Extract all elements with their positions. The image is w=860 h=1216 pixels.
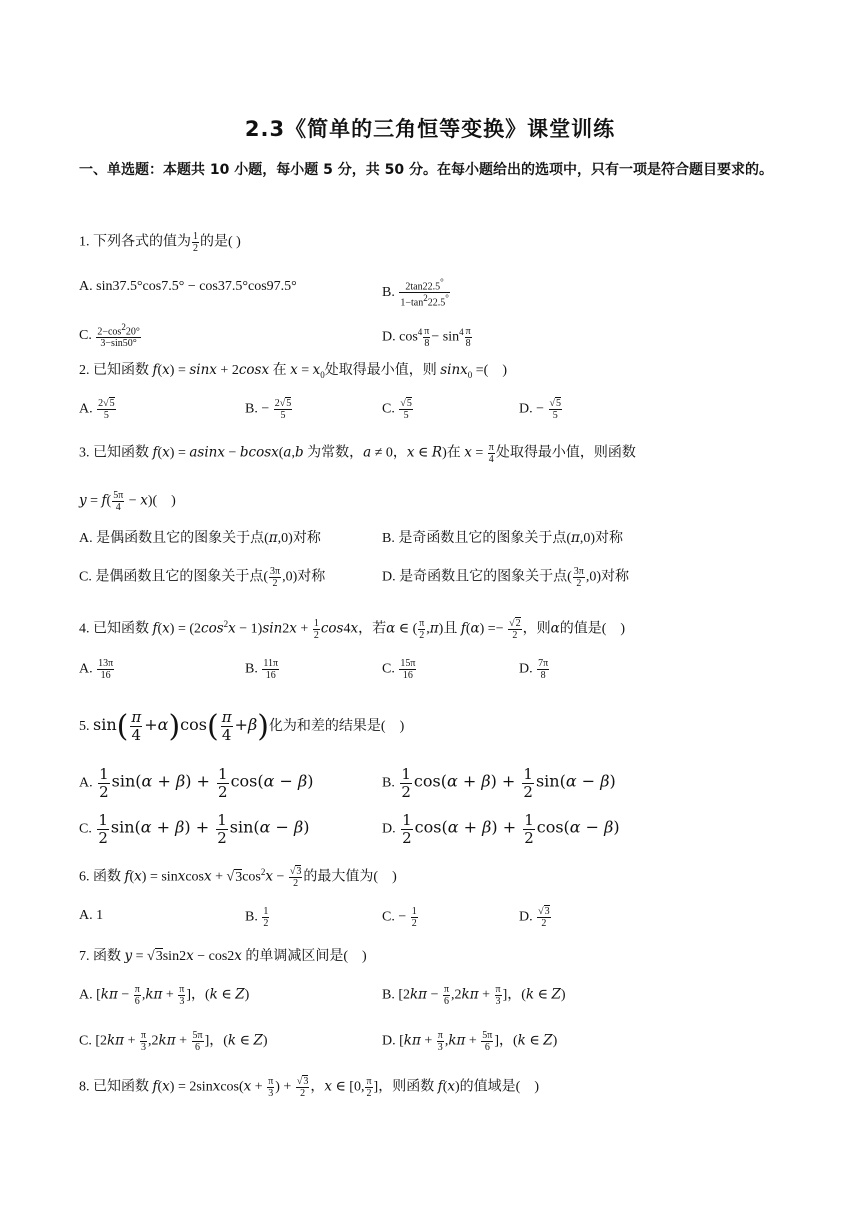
q3-option-d: D. 是奇函数且它的图象关于点( $\frac{3\pi}{2}$ ,0)对称 — [382, 566, 630, 589]
q6-option-c: C. − $\frac{1}{2}$ — [382, 906, 417, 929]
question-5: 5. sin( $\frac{\pi}{4}$ +α)cos( $\frac{\pi}{4}$ +β)化为和差的结果是( ) — [79, 708, 405, 745]
question-7: 7. 函数 y = √3sin2x − cos2x 的单调减区间是( ) — [79, 948, 367, 964]
q1-option-d: D. $\cos^4$ $\frac{\pi}{8}$ − $\sin^4$ $\frac{\pi}{8}$ — [382, 325, 471, 349]
question-3-cont: y = f( $\frac{5\pi}{4}$ − x)( ) — [79, 490, 176, 513]
q1-option-b: B. $\frac{2\tan 22.5^\circ}{1-\tan^222.5^\circ}$ — [382, 277, 449, 309]
q4-option-a: A. $\frac{13\pi}{16}$ — [79, 658, 114, 681]
q7-option-b: B. [2kπ − $\frac{\pi}{6}$ ,2kπ + $\frac{\pi}{3}$ ]，(k ∈ Z) — [382, 984, 566, 1007]
q1-option-c: C. $\frac{2-\cos^220^\circ}{3-\sin 50^\circ}$ — [79, 322, 140, 350]
q1-option-a: A. sin37.5°cos7.5° − cos37.5°cos97.5° — [79, 279, 297, 294]
page-title: 2.3《简单的三角恒等变换》课堂训练 — [244, 117, 616, 141]
question-1: 1. 下列各式的值为 $\frac{1}{2}$ 的是( ) — [79, 231, 241, 254]
q2-option-d: D. − $\frac{√5}{5}$ — [519, 398, 562, 421]
q4-option-c: C. $\frac{15\pi}{16}$ — [382, 658, 416, 681]
question-2: 2. 已知函数 f(x) = sinx + 2cosx 在 $x = x_0$处取得最小值，则 sinx$_0$ =( ) — [79, 362, 508, 380]
q7-option-c: C. [2kπ + $\frac{\pi}{3}$ ,2kπ + $\frac{5\pi}{6}$ ]，(k ∈ Z) — [79, 1030, 268, 1053]
q5-option-c: C. $\frac{1}{2}$ sin(α + β) + $\frac{1}{2}$ sin(α − β) — [79, 811, 310, 847]
q5-option-a: A. $\frac{1}{2}$ sin(α + β) + $\frac{1}{2}$ cos(α − β) — [79, 765, 314, 801]
q4-option-d: D. $\frac{7\pi}{8}$ — [519, 658, 549, 681]
q6-option-b: B. $\frac{1}{2}$ — [245, 906, 269, 929]
question-8: 8. 已知函数 f(x) = 2sinxcos(x + $\frac{\pi}{3}$ ) + $\frac{√3}{2}$ ，x ∈ [0, $\frac{\pi}{2}$ ]，则函数 f(x)的值域是( ) — [79, 1076, 539, 1099]
section-header: 一、单选题：本题共 10 小题，每小题 5 分，共 50 分。在每小题给出的选项中，只有一项是符合题目要求的。 — [79, 162, 773, 178]
q3-option-c: C. 是偶函数且它的图象关于点( $\frac{3\pi}{2}$ ,0)对称 — [79, 566, 326, 589]
q6-option-a: A. 1 — [79, 908, 104, 923]
question-3: 3. 已知函数 f(x) = asinx − bcosx(a,b 为常数，a ≠ 0，x ∈ R)在 x = $\frac{\pi}{4}$ 处取得最小值，则函数 — [79, 442, 636, 465]
q2-option-b: B. − $\frac{2√5}{5}$ — [245, 398, 292, 421]
q6-option-d: D. $\frac{√3}{2}$ — [519, 906, 550, 929]
q7-option-d: D. [kπ + $\frac{\pi}{3}$ ,kπ + $\frac{5\pi}{6}$ ]，(k ∈ Z) — [382, 1030, 558, 1053]
question-4: 4. 已知函数 $f(x) = (2\cos^2x - 1)\sin 2x$ + $\frac{1}{2}$ cos4x，若α ∈ ( $\frac{\pi}{2}$ ,π)且 f(α) =− $\frac{√2}{2}$ ，则α的值是( ) — [79, 617, 626, 641]
q5-option-b: B. $\frac{1}{2}$ cos(α + β) + $\frac{1}{2}$ sin(α − β) — [382, 765, 616, 801]
q3-option-a: A. 是偶函数且它的图象关于点(π,0)对称 — [79, 530, 321, 546]
q5-option-d: D. $\frac{1}{2}$ cos(α + β) + $\frac{1}{2}$ cos(α − β) — [382, 811, 620, 847]
q3-option-b: B. 是奇函数且它的图象关于点(π,0)对称 — [382, 530, 624, 546]
q2-option-c: C. $\frac{√5}{5}$ — [382, 398, 412, 421]
q7-option-a: A. [kπ − $\frac{\pi}{6}$ ,kπ + $\frac{\pi}{3}$ ]，(k ∈ Z) — [79, 984, 250, 1007]
question-6: 6. 函数 f(x) = sinxcosx + $√3\cos^2x$ − $\frac{√3}{2}$ 的最大值为( ) — [79, 865, 397, 889]
q4-option-b: B. $\frac{11\pi}{16}$ — [245, 658, 279, 681]
q2-option-a: A. $\frac{2√5}{5}$ — [79, 398, 115, 421]
